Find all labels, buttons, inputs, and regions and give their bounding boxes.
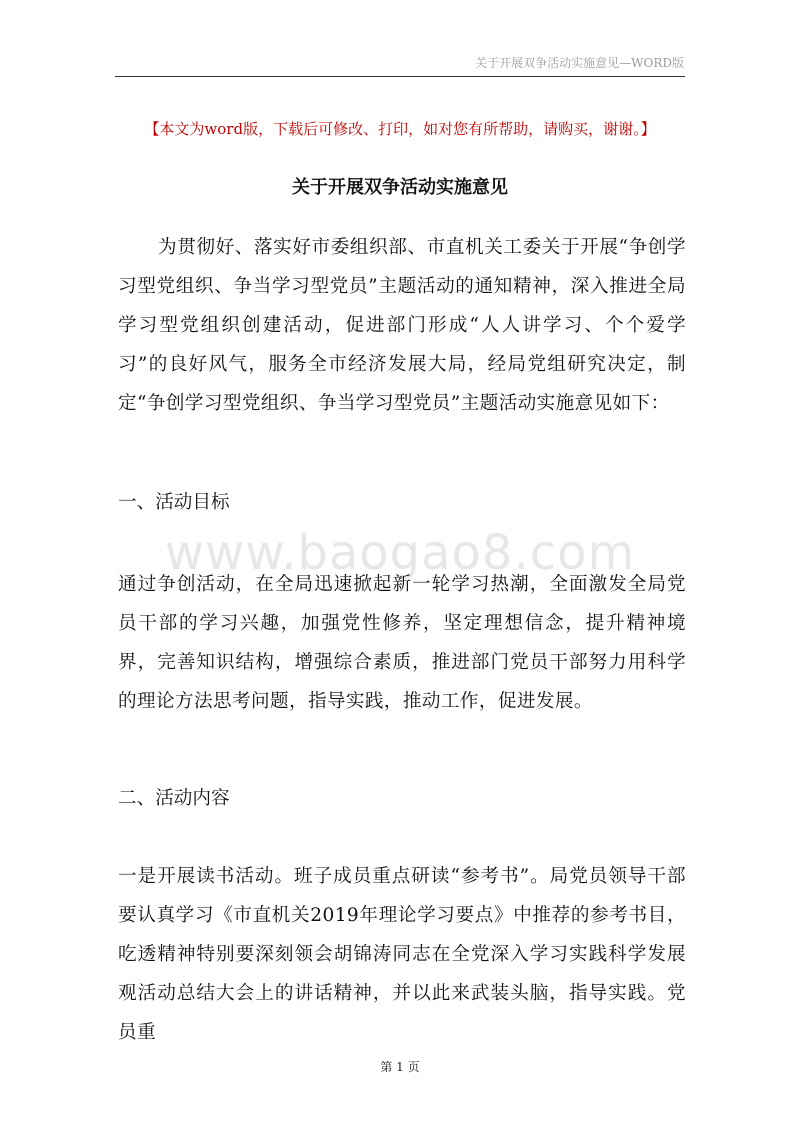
section-heading-goals: 一、活动目标 — [118, 492, 230, 513]
section-heading-content: 二、活动内容 — [118, 788, 230, 809]
watermark: www.baogao8.com — [164, 525, 636, 581]
intro-paragraph: 为贯彻好、落实好市委组织部、市直机关工委关于开展“争创学习型党组织、争当学习型党员”主题活动的通知精神，深入推进全局学习型党组织创建活动，促进部门形成“人人讲学习、个个爱学习”的良好风气，服务全市经济发展大局，经局党组研究决定，制定“争创学习型党组织、争当学习型党员”主题活动实施意见如下： — [118, 237, 686, 414]
document-title: 关于开展双争活动实施意见 — [292, 177, 508, 198]
download-notice: 【本文为word版，下载后可修改、打印，如对您有所帮助，请购买，谢谢。】 — [144, 120, 656, 138]
goals-paragraph: 通过争创活动，在全局迅速掀起新一轮学习热潮，全面激发全局党员干部的学习兴趣，加强党性修养，坚定理想信念，提升精神境界，完善知识结构，增强综合素质，推进部门党员干部努力用科学的理论方法思考问题，指导实践，推动工作，促进发展。 — [118, 574, 686, 712]
content-paragraph: 一是开展读书活动。班子成员重点研读“参考书”。局党员领导干部要认真学习《市直机关2019年理论学习要点》中推荐的参考书目，吃透精神特别要深刻领会胡锦涛同志在全党深入学习实践科学发展观活动总结大会上的讲话精神，并以此来武装头脑，指导实践。党员重 — [118, 866, 686, 1043]
page-number: 第 1 页 — [380, 1060, 420, 1074]
running-header: 关于开展双争活动实施意见—WORD版 — [475, 56, 684, 70]
header-divider — [115, 76, 685, 77]
